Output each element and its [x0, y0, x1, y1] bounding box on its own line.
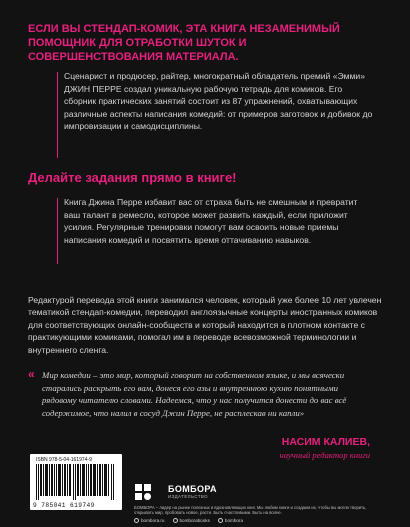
editor-paragraph: Редактурой перевода этой книги занимался человек, который уже более 10 лет увлечен тематикой стендап-комедии, переводил англоязычные концерты иностранных комиков для соответствующих онлайн-сообществ и который находится в плотном контакте с практикующими комиками, помогал им в переводе всевозможной терминологии и внутреннего сленга. [28, 295, 382, 355]
social-link-vk[interactable] [218, 518, 243, 523]
accent-line-1 [57, 72, 58, 158]
barcode-bars [36, 464, 116, 500]
social-label: bomborabooks [179, 518, 210, 523]
accent-line-2 [57, 198, 58, 264]
instagram-icon [173, 518, 178, 523]
social-label: bombora [224, 518, 244, 523]
quote-author-name: НАСИМ КАЛИЕВ, [281, 436, 370, 448]
bombora-logo-icon [134, 482, 164, 502]
publisher-tagline: БОМБОРА – лидер на рынке полезных и вдохновляющих книг. Мы любим книги и создаем их, чтобы вы могли творить, открывать мир, пробовать новое, расти. Быть счастливыми. Быть на волне. [134, 505, 367, 516]
social-label: bombora.ru [141, 518, 165, 523]
isbn-digits: 9 785041 619749 [33, 502, 95, 509]
social-link-instagram[interactable] [173, 518, 210, 523]
publisher-subtitle: ИЗДАТЕЛЬСТВО [168, 494, 209, 499]
quote-mark: « [28, 367, 35, 381]
publisher-name: БОМБОРА [168, 484, 217, 494]
social-links [134, 518, 243, 523]
globe-icon [134, 518, 139, 523]
isbn-label: ISBN 978-5-04-161974-9 [36, 457, 92, 463]
book-description: Книга Джина Перре избавит вас от страха быть не смешным и превратит ваш талант в ремесло, которое может развить каждый, если приложит усилия. Регулярные тренировки помогут вам освоить новые приемы написания комедий и посвятить время оттачиванию навыков. [64, 197, 358, 245]
callout-heading: Делайте задания прямо в книге! [28, 170, 237, 185]
social-link-site[interactable] [134, 518, 165, 523]
headline: ЕСЛИ ВЫ СТЕНДАП-КОМИК, ЭТА КНИГА НЕЗАМЕНИМЫЙ ПОМОЩНИК ДЛЯ ОТРАБОТКИ ШУТОК И СОВЕРШЕНСТВОВАНИЯ МАТЕРИАЛА. [28, 23, 340, 63]
quote-author-role: научный редактор книги [279, 450, 370, 460]
vk-icon [218, 518, 223, 523]
author-bio: Сценарист и продюсер, райтер, многократный обладатель премий «Эмми» ДЖИН ПЕРРЕ создал уникальную рабочую тетрадь для комиков. Его сборник практических занятий состоит из 87 упражнений, охватывающих различные аспекты написания комедий: от примеров заготовок и добивок до импровизации и самодисциплины. [64, 71, 373, 132]
editor-quote: Мир комедии – это мир, который говорит на собственном языке, и мы всячески старались раскрыть его вам, донеся его азы и внутреннюю кухню понятными рядовому читателю словами. Надеемся, что у нас получится донести до вас всё содержимое, что налил в сосуд Джин Перре, не расплескав ни капли» [42, 370, 347, 418]
barcode [30, 454, 122, 510]
